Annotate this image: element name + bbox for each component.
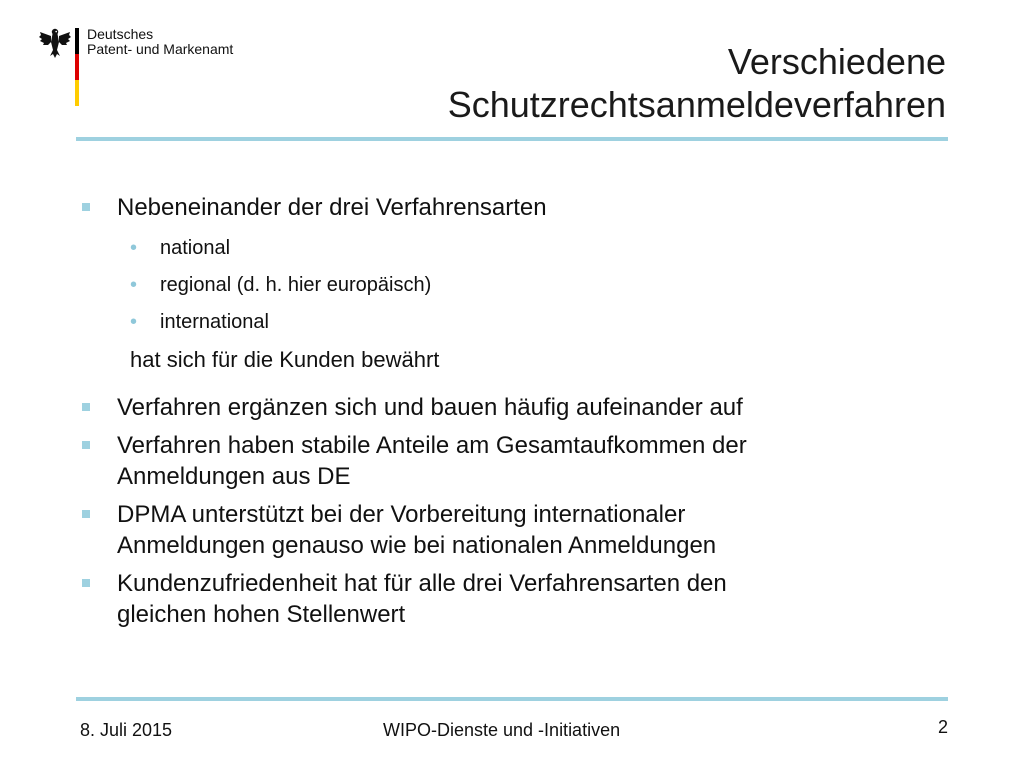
german-flag-bar <box>75 28 79 106</box>
dpma-logo <box>38 26 238 108</box>
footer-date: 8. Juli 2015 <box>80 720 173 740</box>
title-divider <box>76 137 948 141</box>
bullet-text-line1: Kundenzufriedenheit hat für alle drei Verfahrensarten den <box>117 570 727 597</box>
round-bullet-icon: • <box>130 311 138 333</box>
square-bullet-icon <box>82 441 90 449</box>
sub-bullet-text: international <box>160 311 269 333</box>
bullet-item <box>80 430 960 492</box>
footer-divider <box>76 697 948 701</box>
sub-bullet-item <box>80 304 960 341</box>
bullet-text-line1: Verfahren haben stabile Anteile am Gesamtaufkommen der <box>117 432 747 459</box>
square-bullet-icon <box>82 579 90 587</box>
sub-bullet-text: national <box>160 237 231 259</box>
organization-name-line1: Deutsches <box>87 26 154 42</box>
bullet-text-line1: DPMA unterstützt bei der Vorbereitung internationaler <box>117 501 686 528</box>
bullet-text-line2: Anmeldungen genauso wie bei nationalen Anmeldungen <box>117 532 717 559</box>
round-bullet-icon: • <box>130 274 138 296</box>
sub-bullet-list <box>80 230 960 341</box>
flag-stripe-gold <box>75 80 79 106</box>
bullet-item <box>80 499 960 561</box>
slide-title-line2: Schutzrechtsanmeldeverfahren <box>447 84 946 125</box>
page-number: 2 <box>937 717 948 737</box>
bullet-item <box>80 392 960 423</box>
bullet-item <box>80 192 960 223</box>
bullet-text: Verfahren ergänzen sich und bauen häufig aufeinander auf <box>117 394 743 421</box>
bullet-text: Nebeneinander der drei Verfahrensarten <box>117 194 547 221</box>
sub-bullet-item <box>80 230 960 267</box>
sub-bullet-item <box>80 267 960 304</box>
bullet-note: hat sich für die Kunden bewährt <box>130 347 440 372</box>
bullet-item <box>80 568 960 630</box>
flag-stripe-red <box>75 54 79 80</box>
slide-body <box>80 192 960 630</box>
organization-name <box>87 27 233 57</box>
slide-title-line1: Verschiedene <box>727 41 946 82</box>
slide-title <box>448 40 946 126</box>
flag-stripe-black <box>75 28 79 54</box>
bullet-text-line2: gleichen hohen Stellenwert <box>117 601 406 628</box>
round-bullet-icon: • <box>130 237 138 259</box>
bullet-text-line2: Anmeldungen aus DE <box>117 463 351 490</box>
square-bullet-icon <box>82 403 90 411</box>
square-bullet-icon <box>82 203 90 211</box>
organization-name-line2: Patent- und Markenamt <box>87 41 234 57</box>
sub-bullet-text: regional (d. h. hier europäisch) <box>160 274 432 296</box>
footer-title: WIPO-Dienste und -Initiativen <box>383 720 621 740</box>
federal-eagle-icon <box>38 26 72 60</box>
square-bullet-icon <box>82 510 90 518</box>
